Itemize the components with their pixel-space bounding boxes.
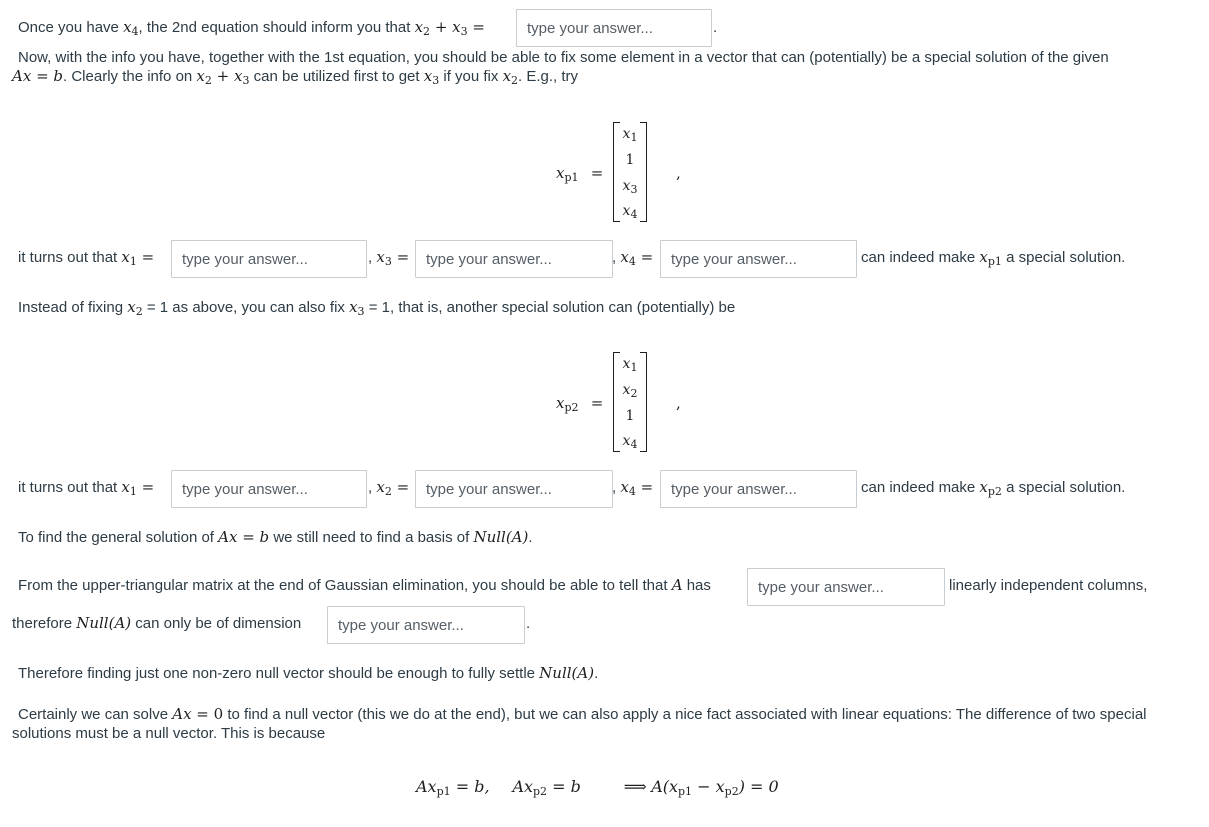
math-sub: 4 [628,485,636,498]
paragraph-2-line-2 [12,67,578,86]
math-sub: 1 [129,255,137,268]
math-var: x [414,18,424,36]
answer-input-independent-columns[interactable] [747,568,945,606]
math-op: = [136,478,155,496]
math-sub: 2 [204,74,212,87]
period: . [526,615,531,632]
paragraph-7-line-2: solutions must be a null vector. This is because [12,725,326,742]
comma: , [676,164,681,182]
matrix-entry: $x_1$ [622,126,638,144]
xp1-label [556,164,603,183]
math-sub: p2 [533,785,548,798]
math-expr: Ax [416,777,437,796]
math-op: = [136,248,155,266]
math-var: x [121,248,130,266]
answer-input-row1-x3[interactable] [415,240,613,278]
matrix-entry: 1 [625,152,635,168]
text: To find the general solution of [18,529,219,546]
answer-input-null-dimension[interactable] [327,606,525,644]
math-sub: 3 [384,255,392,268]
text: . E.g., try [518,68,579,85]
math-var: x [423,67,433,85]
text: Instead of fixing [18,299,128,316]
math-expr: − x [692,777,725,796]
math-sub: p2 [564,401,579,414]
text: , [612,249,621,266]
period: . [713,19,718,36]
math-expr: ) = 0 [738,777,779,796]
math-var: x [979,478,988,496]
math-var: x [121,478,130,496]
math-var: x [502,67,512,85]
math-op: + [430,18,453,36]
text: to find a null vector (this we do at the end), but we can also apply a nice fact associated with linear equations: The difference of two special [223,706,1147,723]
row2-lead [18,478,154,497]
math-op: = 0 [191,705,224,723]
math-op: = [237,528,260,546]
math-var: x [123,18,132,36]
math-var: x [556,164,565,182]
math-op: = [391,248,410,266]
xp2-label [556,394,603,413]
text: it turns out that [18,249,122,266]
text: it turns out that [18,479,122,496]
math-var: x [196,67,205,85]
math-expr: = b [547,777,581,796]
math-var: x [376,248,385,266]
math-expr: A(x [651,777,679,796]
matrix-entry: $x_3$ [622,178,638,196]
xp1-matrix [613,122,647,222]
paragraph-2-line-1: Now, with the info you have, together with the 1st equation, you should be able to fix some element in a vector that can (potentially) be a special solution of the given [18,49,1109,66]
answer-input-row1-x1[interactable] [171,240,367,278]
math-sub: 3 [460,25,468,38]
math-expr: Null(A) [76,614,132,632]
math-sub: p1 [987,255,1002,268]
math-var: x [127,298,136,316]
text: , the 2nd equation should inform you that [138,19,415,36]
math-expr: = b, [450,777,490,796]
math-var: b [259,528,270,546]
matrix-entry: $x_4$ [622,433,638,451]
text: . Clearly the info on [63,68,197,85]
paragraph-5-tail: linearly independent columns, [949,577,1148,594]
text: Therefore finding just one non-zero null vector should be enough to fully settle [18,665,540,682]
math-var: x [620,478,629,496]
text: a special solution. [1001,249,1126,266]
math-expr: Ax [512,777,534,796]
row1-lead [18,248,154,267]
math-expr: Null(A) [539,664,595,682]
paragraph-1 [18,18,485,37]
final-equation [416,777,779,797]
math-sub: 4 [131,25,139,38]
text: Once you have [18,19,124,36]
xp2-matrix [613,352,647,452]
math-op: = [590,394,604,412]
comma: , [676,394,681,412]
matrix-entry: $x_1$ [622,356,638,374]
math-sub: 2 [423,25,431,38]
math-expr: Null(A) [473,528,529,546]
math-expr: Ax [172,705,192,723]
math-var: x [376,478,385,496]
text: From the upper-triangular matrix at the end of Gaussian elimination, you should be able to tell that [18,577,672,594]
answer-input-row2-x4[interactable] [660,470,857,508]
row2-sep-1 [368,478,409,497]
matrix-entry: $x_2$ [622,382,638,400]
math-op: + [211,67,234,85]
math-op: = [467,18,485,36]
text: , [612,479,621,496]
row2-tail [861,478,1125,497]
text: can indeed make [861,249,980,266]
math-expr: Ax [12,67,32,85]
paragraph-6 [18,664,598,683]
paragraph-4 [18,528,533,547]
answer-input-row2-x1[interactable] [171,470,367,508]
paragraph-3 [18,298,735,317]
math-var: x [620,248,629,266]
text: can indeed make [861,479,980,496]
text: , [368,249,377,266]
text: can be utilized first to get [249,68,424,85]
matrix-entry: $x_4$ [622,203,638,221]
math-sub: 2 [384,485,392,498]
math-op: = [31,67,54,85]
math-sub: 4 [628,255,636,268]
math-var: b [53,67,64,85]
answer-input-row2-x2[interactable] [415,470,613,508]
math-sub: p2 [724,785,739,798]
text: . [528,529,533,546]
text: = 1, that is, another special solution can (potentially) be [364,299,736,316]
row1-tail [861,248,1125,267]
math-sub: 2 [135,305,143,318]
math-expr: Ax [218,528,238,546]
row1-sep-2 [612,248,653,267]
math-op: = [635,248,654,266]
math-op: = [590,164,604,182]
math-var: x [452,18,461,36]
math-sub: p1 [436,785,451,798]
math-var: x [349,298,358,316]
text: we still need to find a basis of [269,529,474,546]
math-op: = [635,478,654,496]
math-sub: 3 [357,305,365,318]
text: has [682,577,711,594]
math-sub: 1 [129,485,137,498]
paragraph-5-line-1 [18,576,711,595]
math-sub: 2 [511,74,519,87]
math-var: x [556,394,565,412]
text: if you fix [439,68,503,85]
text: , [368,479,377,496]
row2-sep-2 [612,478,653,497]
paragraph-5-line-2 [12,614,301,633]
text: can only be of dimension [131,615,302,632]
math-sub: p2 [987,485,1002,498]
math-var: x [234,67,243,85]
math-var: A [671,576,683,594]
math-var: x [979,248,988,266]
math-sub: p1 [678,785,693,798]
text: = 1 as above, you can also fix [142,299,350,316]
math-sub: 3 [242,74,250,87]
math-sub: p1 [564,171,579,184]
answer-input-x2-plus-x3[interactable] [516,9,712,47]
answer-input-row1-x4[interactable] [660,240,857,278]
implies-arrow: ⟹ [623,777,647,796]
row1-sep-1 [368,248,409,267]
matrix-entry: 1 [625,408,635,424]
math-op: = [391,478,410,496]
text: therefore [12,615,77,632]
paragraph-7-line-1 [18,705,1147,724]
text: . [594,665,599,682]
math-sub: 3 [432,74,440,87]
text: a special solution. [1001,479,1126,496]
text: Certainly we can solve [18,706,173,723]
